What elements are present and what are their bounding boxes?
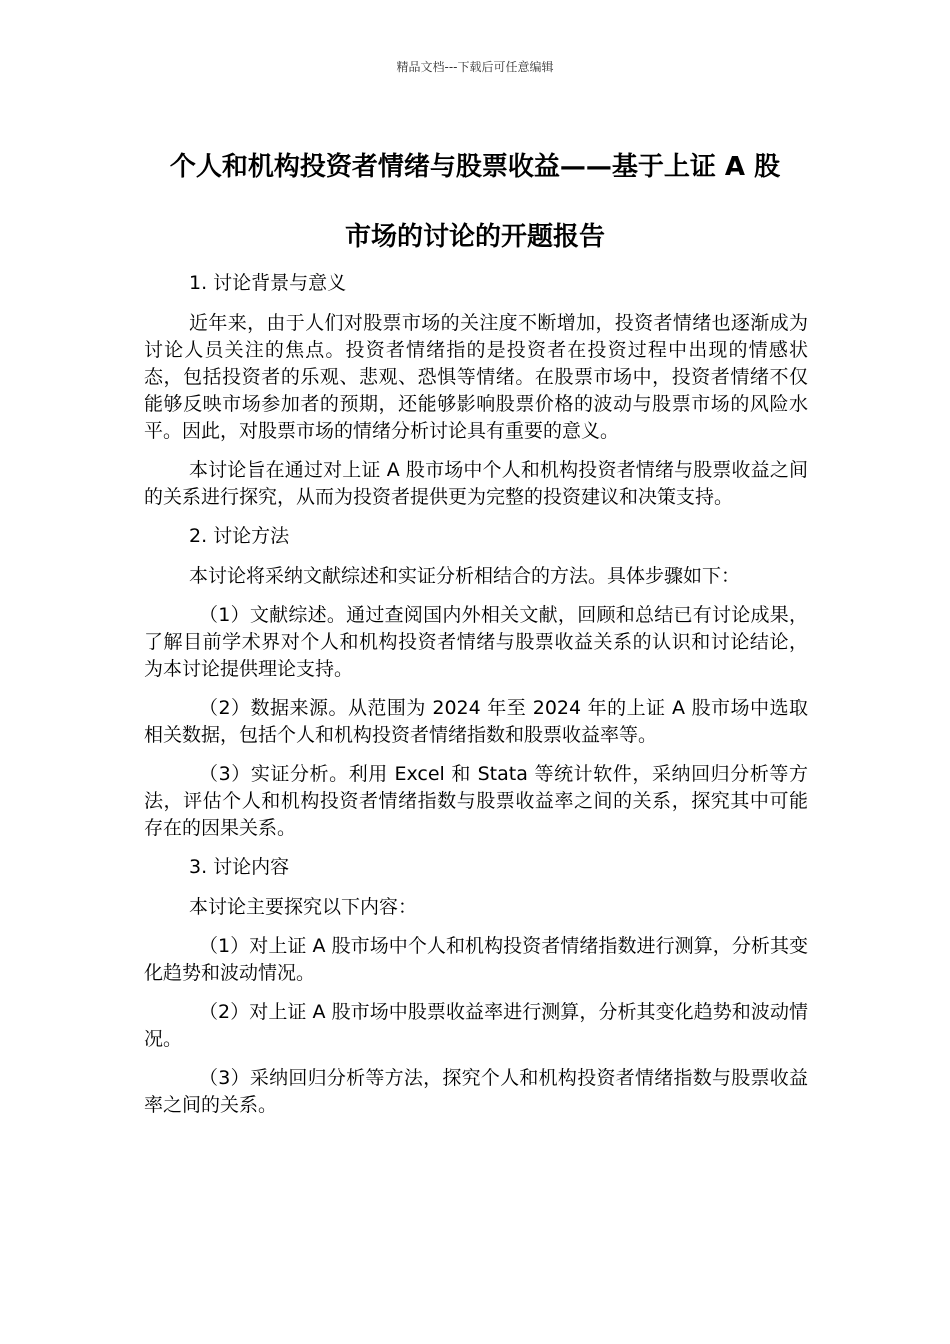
paragraph-method-intro: 本讨论将采纳文献综述和实证分析相结合的方法。具体步骤如下： [189,565,741,587]
content-item-regression: （3）采纳回归分析等方法，探究个人和机构投资者情绪指数与股票收益率之间的关系。 [144,1067,808,1116]
section-heading-background: 1. 讨论背景与意义 [189,272,347,294]
paragraph-content-intro: 本讨论主要探究以下内容： [189,896,418,918]
title-line-1: 个人和机构投资者情绪与股票收益——基于上证 A 股 [169,152,781,182]
section-heading-method: 2. 讨论方法 [189,525,290,547]
title-line-2: 市场的讨论的开题报告 [344,222,605,252]
method-item-literature: （1）文献综述。通过查阅国内外相关文献，回顾和总结已有讨论成果，了解目前学术界对个人和机构投资者情绪与股票收益关系的认识和讨论结论，为本讨论提供理论支持。 [144,604,808,680]
page-title [140,132,810,272]
content-item-sentiment: （1）对上证 A 股市场中个人和机构投资者情绪指数进行测算，分析其变化趋势和波动情况。 [144,935,808,984]
section-heading-content: 3. 讨论内容 [189,856,290,878]
paragraph-background: 近年来，由于人们对股票市场的关注度不断增加，投资者情绪也逐渐成为讨论人员关注的焦点。投资者情绪指的是投资者在投资过程中出现的情感状态，包括投资者的乐观、悲观、恐惧等情绪。在股票市场中，投资者情绪不仅能够反映市场参加者的预期，还能够影响股票价格的波动与股票市场的风险水平。因此，对股票市场的情绪分析讨论具有重要的意义。 [144,312,808,442]
header-note: 精品文档---下载后可任意编辑 [396,60,554,74]
method-item-data-source: （2）数据来源。从范围为 2024 年至 2024 年的上证 A 股市场中选取相关数据，包括个人和机构投资者情绪指数和股票收益率等。 [144,697,808,746]
paragraph-purpose: 本讨论旨在通过对上证 A 股市场中个人和机构投资者情绪与股票收益之间的关系进行探究，从而为投资者提供更为完整的投资建议和决策支持。 [144,459,808,508]
method-item-empirical: （3）实证分析。利用 Excel 和 Stata 等统计软件，采纳回归分析等方法，评估个人和机构投资者情绪指数与股票收益率之间的关系，探究其中可能存在的因果关系。 [144,763,808,839]
content-item-returns: （2）对上证 A 股市场中股票收益率进行测算，分析其变化趋势和波动情况。 [144,1001,808,1050]
document-body [144,270,808,1131]
